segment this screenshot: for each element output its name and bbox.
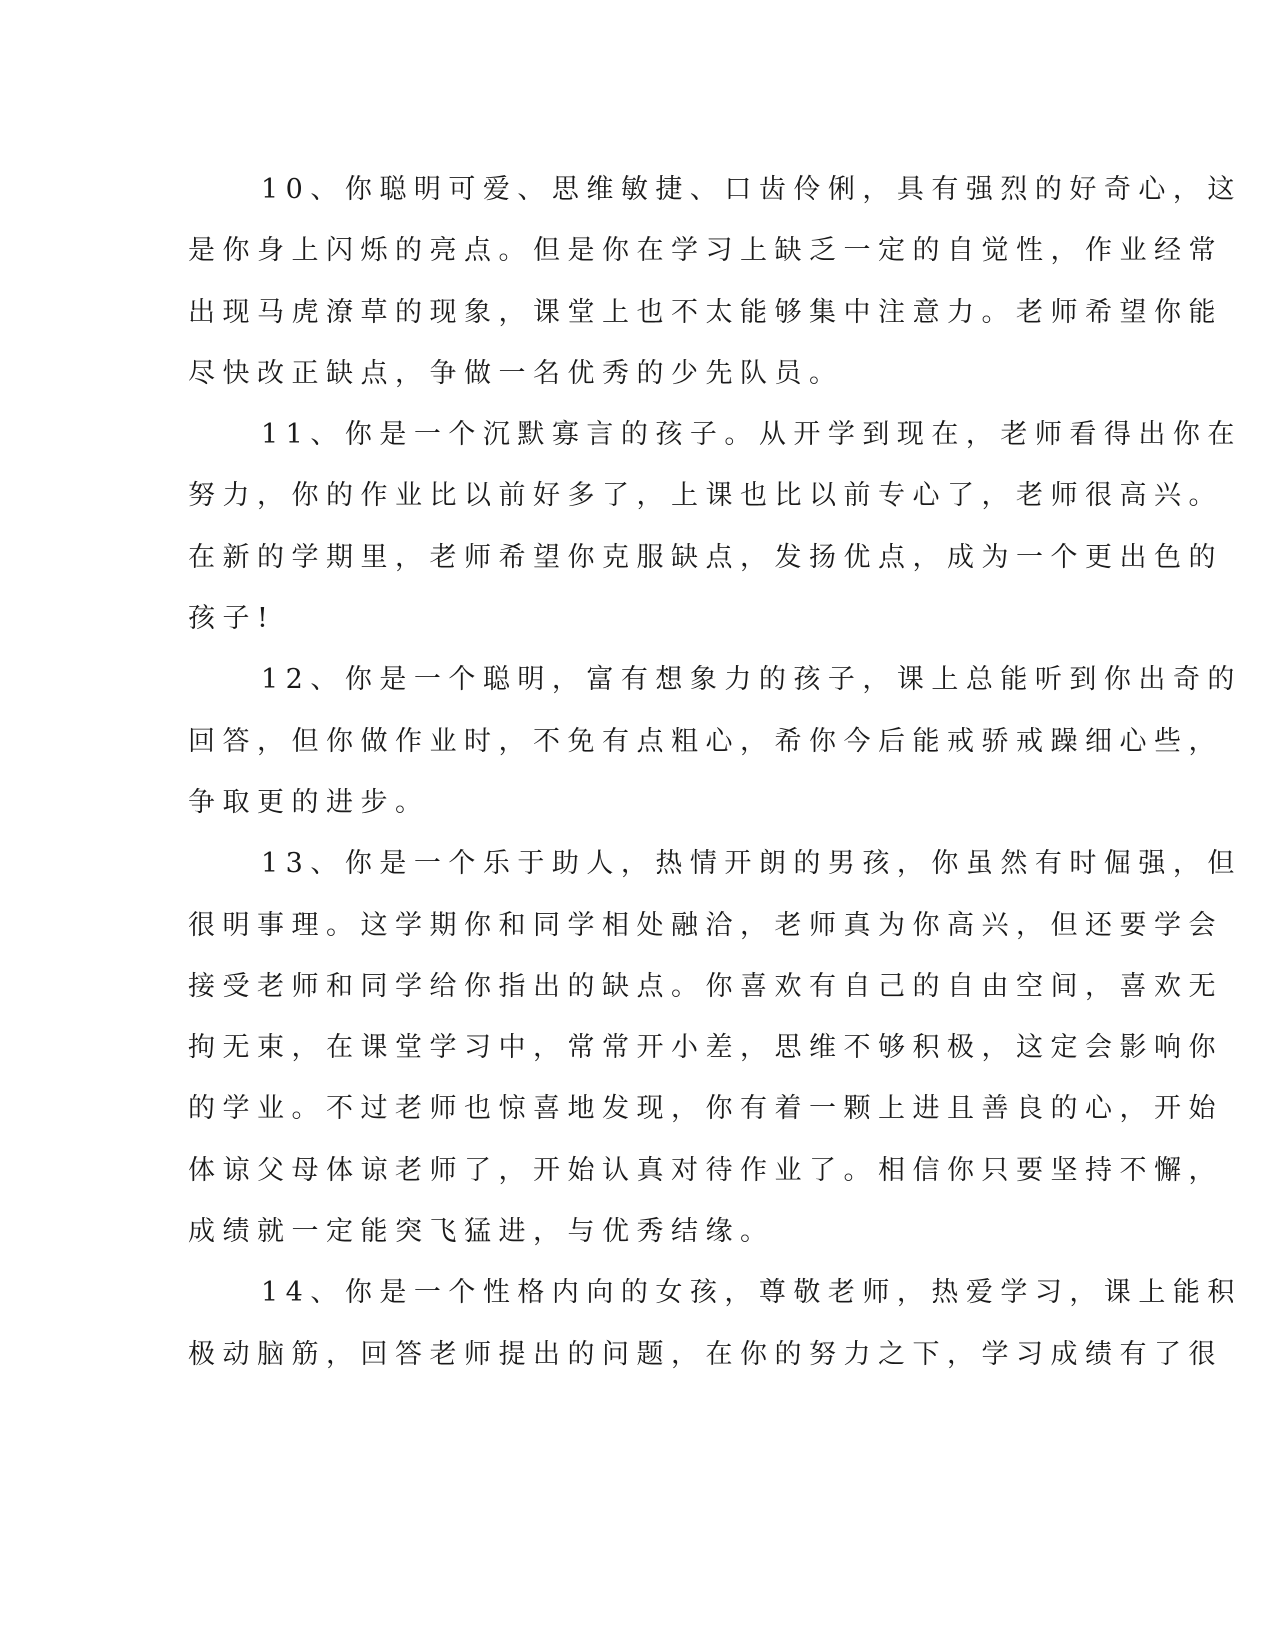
text-line: 努力，你的作业比以前好多了，上课也比以前专心了，老师很高兴。 (188, 480, 1223, 512)
text-line: 11、你是一个沉默寡言的孩子。从开学到现在，老师看得出你在 (261, 419, 1242, 451)
text-line: 体谅父母体谅老师了，开始认真对待作业了。相信你只要坚持不懈， (188, 1154, 1223, 1186)
comment-paragraph-14 (188, 1262, 1242, 1385)
text-line: 孩子! (188, 603, 276, 635)
comment-paragraph-11 (188, 404, 1242, 649)
text-line: 12、你是一个聪明，富有想象力的孩子，课上总能听到你出奇的 (261, 664, 1242, 696)
comment-paragraph-10 (188, 159, 1242, 404)
text-line: 争取更的进步。 (188, 786, 430, 818)
text-line: 14、你是一个性格内向的女孩，尊敬老师，热爱学习，课上能积 (261, 1277, 1242, 1309)
text-line: 出现马虎潦草的现象，课堂上也不太能够集中注意力。老师希望你能 (188, 296, 1223, 328)
text-line: 回答，但你做作业时，不免有点粗心，希你今后能戒骄戒躁细心些， (188, 725, 1223, 757)
document-body (188, 159, 1242, 1385)
text-line: 接受老师和同学给你指出的缺点。你喜欢有自己的自由空间，喜欢无 (188, 970, 1223, 1002)
comment-paragraph-13 (188, 833, 1242, 1262)
text-line: 10、你聪明可爱、思维敏捷、口齿伶俐，具有强烈的好奇心，这 (261, 174, 1242, 205)
text-line: 很明事理。这学期你和同学相处融洽，老师真为你高兴，但还要学会 (188, 909, 1223, 941)
text-line: 成绩就一定能突飞猛进，与优秀结缘。 (188, 1216, 775, 1248)
text-line: 的学业。不过老师也惊喜地发现，你有着一颗上进且善良的心，开始 (188, 1093, 1223, 1125)
comment-paragraph-12 (188, 649, 1242, 833)
text-line: 尽快改正缺点，争做一名优秀的少先队员。 (188, 357, 844, 389)
text-line: 极动脑筋，回答老师提出的问题，在你的努力之下，学习成绩有了很 (188, 1338, 1223, 1370)
text-line: 13、你是一个乐于助人，热情开朗的男孩，你虽然有时倔强，但 (261, 848, 1242, 880)
text-line: 是你身上闪烁的亮点。但是你在学习上缺乏一定的自觉性，作业经常 (188, 235, 1223, 267)
text-line: 在新的学期里，老师希望你克服缺点，发扬优点，成为一个更出色的 (188, 541, 1223, 573)
text-line: 拘无束，在课堂学习中，常常开小差，思维不够积极，这定会影响你 (188, 1032, 1223, 1064)
